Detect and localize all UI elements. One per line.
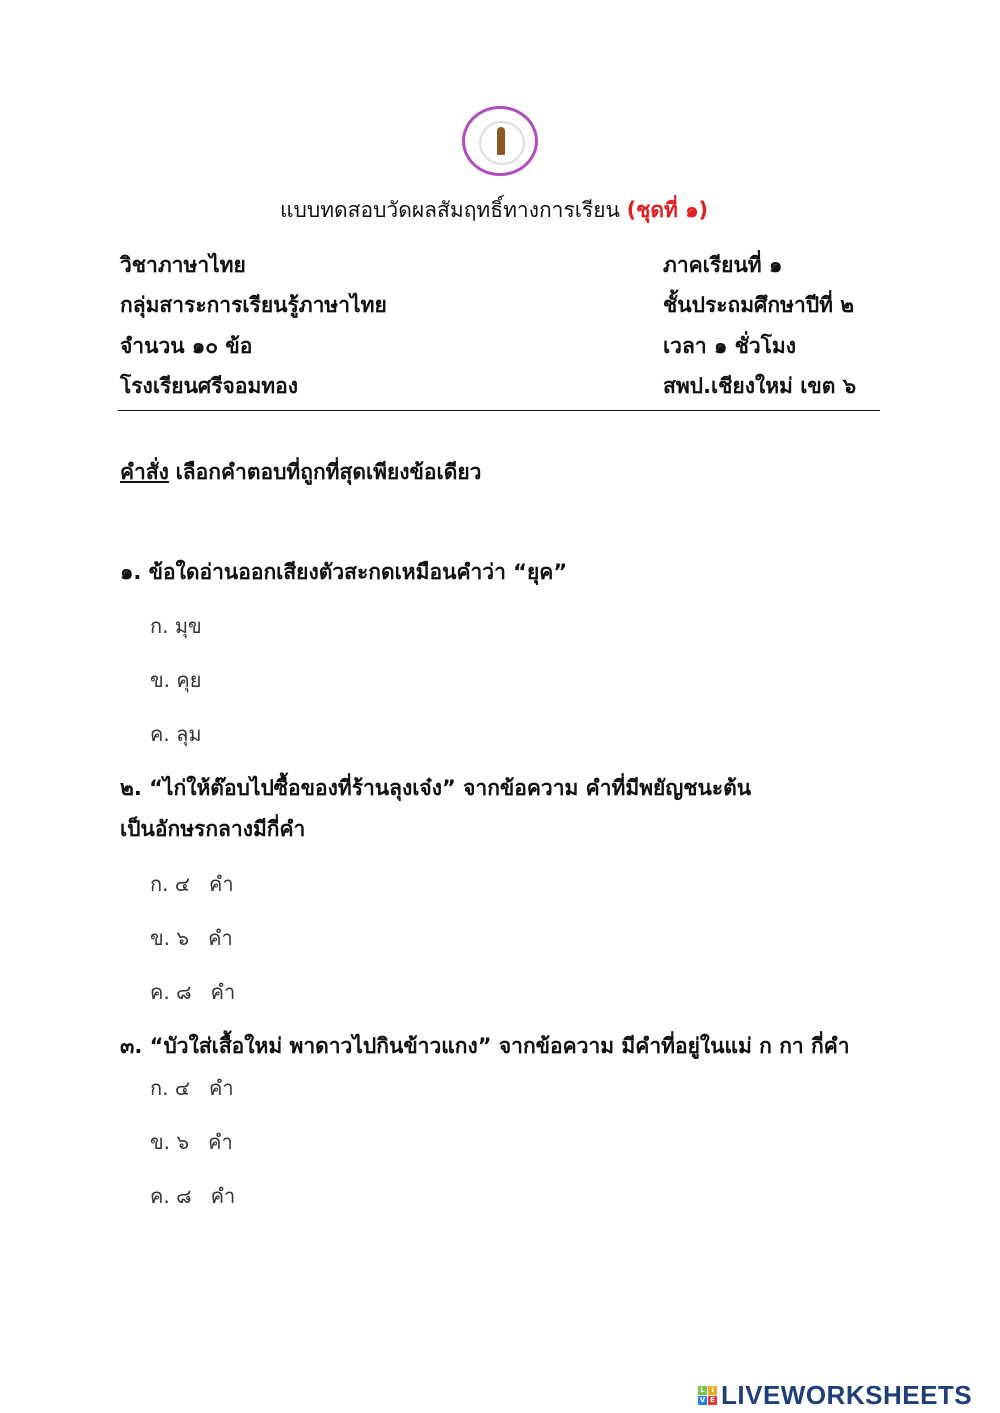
question-count: จำนวน ๑๐ ข้อ (120, 334, 253, 358)
learning-area: กลุ่มสาระการเรียนรู้ภาษาไทย (120, 293, 387, 317)
semester: ภาคเรียนที่ ๑ (663, 253, 783, 277)
school-logo (462, 106, 538, 176)
question-2: ๒. “ไก่ให้ต๊อบไปซื้อของที่ร้านลุงเจ๋ง” จากข้อความ คำที่มีพยัญชนะต้น (120, 776, 752, 800)
subject: วิชาภาษาไทย (120, 253, 246, 277)
district: สพป.เชียงใหม่ เขต ๖ (663, 374, 857, 398)
q2-option-c[interactable]: ค. ๘ คำ (150, 980, 236, 1004)
duration: เวลา ๑ ชั่วโมง (663, 334, 797, 358)
liveworksheets-text: LIVEWORKSHEETS (721, 1380, 973, 1410)
q1-option-b[interactable]: ข. คุย (150, 668, 202, 692)
title-main: แบบทดสอบวัดผลสัมฤทธิ์ทางการเรียน (280, 198, 620, 222)
page-title (280, 200, 708, 221)
header-divider (118, 410, 880, 411)
q1-option-a[interactable]: ก. มุข (150, 614, 202, 638)
instruction (120, 462, 481, 483)
q3-option-b[interactable]: ข. ๖ คำ (150, 1130, 233, 1154)
school-name: โรงเรียนศรีจอมทอง (120, 374, 299, 398)
liveworksheets-watermark (698, 1380, 972, 1411)
instruction-label: คำสั่ง (120, 460, 169, 484)
q2-option-a[interactable]: ก. ๔ คำ (150, 872, 234, 896)
title-set: (ชุดที่ ๑) (626, 198, 709, 222)
instruction-text: เลือกคำตอบที่ถูกที่สุดเพียงข้อเดียว (175, 460, 482, 484)
q2-option-b[interactable]: ข. ๖ คำ (150, 926, 233, 950)
question-1: ๑. ข้อใดอ่านออกเสียงตัวสะกดเหมือนคำว่า “ยุค” (120, 560, 568, 584)
q1-option-c[interactable]: ค. ลุม (150, 722, 202, 746)
question-2-cont: เป็นอักษรกลางมีกี่คำ (120, 817, 306, 841)
grade: ชั้นประถมศึกษาปีที่ ๒ (663, 293, 855, 317)
liveworksheets-logo-icon: L I V E (698, 1386, 717, 1405)
q3-option-a[interactable]: ก. ๔ คำ (150, 1076, 234, 1100)
q3-option-c[interactable]: ค. ๘ คำ (150, 1184, 236, 1208)
question-3: ๓. “บัวใส่เสื้อใหม่ พาดาวไปกินข้าวแกง” จากข้อความ มีคำที่อยู่ในแม่ ก กา กี่คำ (120, 1034, 850, 1058)
